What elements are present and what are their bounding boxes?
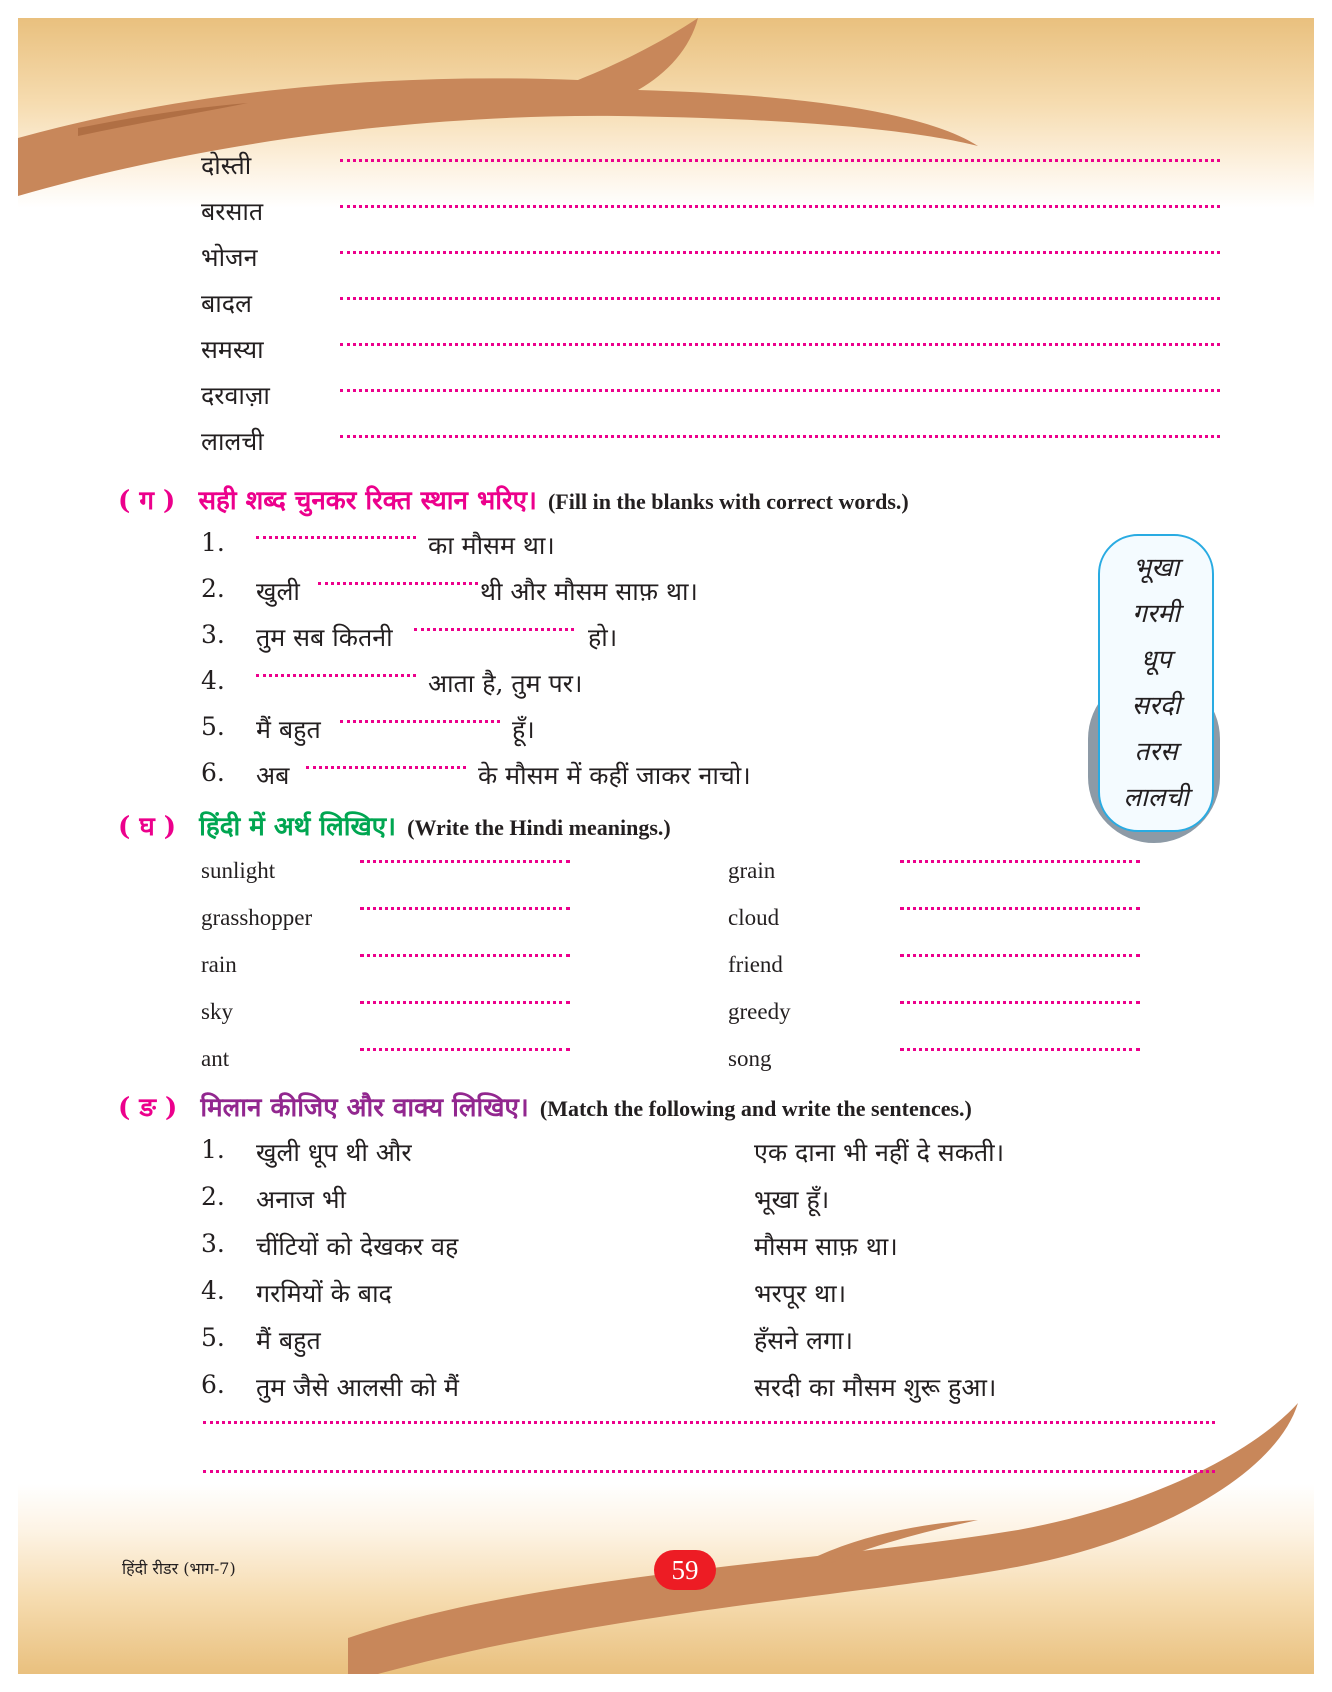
answer-line[interactable] bbox=[340, 389, 1220, 392]
section-title-en: (Fill in the blanks with correct words.) bbox=[547, 489, 909, 514]
answer-line[interactable] bbox=[340, 343, 1220, 346]
section-title-en: (Match the following and write the sentences.) bbox=[539, 1096, 972, 1121]
blank-line[interactable] bbox=[256, 674, 416, 677]
blank-line[interactable] bbox=[414, 628, 574, 631]
match-right-item: एक दाना भी नहीं दे सकती। bbox=[754, 1138, 1005, 1167]
match-right-item: सरदी का मौसम शुरू हुआ। bbox=[754, 1373, 997, 1402]
english-word: greedy bbox=[728, 999, 791, 1024]
answer-line[interactable] bbox=[340, 435, 1220, 438]
meaning-line[interactable] bbox=[360, 1048, 570, 1051]
book-title: हिंदी रीडर (भाग-7) bbox=[122, 1559, 236, 1578]
page-number: 59 bbox=[654, 1550, 716, 1590]
section-mark: ( ग ) bbox=[118, 486, 176, 516]
item-text: आता है, तुम पर। bbox=[428, 669, 583, 698]
section-title-en: (Write the Hindi meanings.) bbox=[407, 815, 671, 840]
section-nga-heading bbox=[118, 1088, 972, 1124]
word-box-item: धूप bbox=[1140, 645, 1172, 675]
word-item: बरसात bbox=[201, 197, 264, 226]
english-word: grain bbox=[728, 858, 776, 883]
section-ga-heading bbox=[118, 481, 909, 517]
blank-line[interactable] bbox=[318, 582, 478, 585]
match-left-item: चींटियों को देखकर वह bbox=[256, 1232, 459, 1261]
word-item: दोस्ती bbox=[201, 151, 252, 180]
item-number: 1. bbox=[201, 528, 225, 557]
section-mark: ( ङ ) bbox=[118, 1093, 178, 1123]
section-gha-heading bbox=[118, 807, 671, 843]
english-word: song bbox=[728, 1046, 772, 1071]
item-number: 3. bbox=[201, 1229, 225, 1258]
word-box-item: भूखा bbox=[1132, 553, 1180, 583]
item-text: हो। bbox=[588, 623, 618, 652]
item-number: 2. bbox=[201, 574, 225, 603]
word-box bbox=[1098, 534, 1214, 832]
match-right-item: मौसम साफ़ था। bbox=[754, 1232, 898, 1261]
page bbox=[18, 18, 1314, 1674]
meaning-line[interactable] bbox=[900, 1001, 1140, 1004]
item-number: 4. bbox=[201, 666, 225, 695]
meaning-line[interactable] bbox=[360, 907, 570, 910]
match-left-item: अनाज भी bbox=[256, 1185, 346, 1214]
item-text: थी और मौसम साफ़ था। bbox=[480, 577, 698, 606]
item-text: अब bbox=[256, 761, 290, 790]
english-word: sunlight bbox=[201, 858, 276, 883]
item-number: 5. bbox=[201, 712, 225, 741]
item-number: 2. bbox=[201, 1182, 225, 1211]
word-box-item: तरस bbox=[1134, 737, 1178, 767]
match-left-item: तुम जैसे आलसी को मैं bbox=[256, 1373, 459, 1402]
word-item: समस्या bbox=[201, 335, 264, 364]
answer-line[interactable] bbox=[340, 251, 1220, 254]
item-number: 1. bbox=[201, 1135, 225, 1164]
section-title: सही शब्द चुनकर रिक्त स्थान भरिए। bbox=[198, 486, 537, 516]
section-mark: ( घ ) bbox=[118, 812, 177, 842]
match-right-item: हँसने लगा। bbox=[754, 1326, 853, 1355]
answer-line[interactable] bbox=[340, 159, 1220, 162]
section-title: हिंदी में अर्थ लिखिए। bbox=[199, 812, 397, 842]
item-text: खुली bbox=[256, 577, 300, 606]
item-number: 5. bbox=[201, 1323, 225, 1352]
meaning-line[interactable] bbox=[900, 1048, 1140, 1051]
item-text: के मौसम में कहीं जाकर नाचो। bbox=[478, 761, 751, 790]
english-word: sky bbox=[201, 999, 233, 1024]
meaning-line[interactable] bbox=[900, 907, 1140, 910]
english-word: grasshopper bbox=[201, 905, 313, 930]
item-number: 6. bbox=[201, 1370, 225, 1399]
blank-line[interactable] bbox=[340, 720, 500, 723]
sentence-line[interactable] bbox=[203, 1421, 1215, 1424]
item-text: मैं बहुत bbox=[256, 715, 321, 744]
item-text: हूँ। bbox=[512, 715, 535, 744]
blank-line[interactable] bbox=[306, 766, 466, 769]
section-title: मिलान कीजिए और वाक्य लिखिए। bbox=[200, 1093, 529, 1123]
match-left-item: गरमियों के बाद bbox=[256, 1279, 392, 1308]
word-item: दरवाज़ा bbox=[201, 381, 270, 410]
item-number: 3. bbox=[201, 620, 225, 649]
match-left-item: खुली धूप थी और bbox=[256, 1138, 412, 1167]
word-box-item: लालची bbox=[1123, 783, 1189, 813]
english-word: cloud bbox=[728, 905, 780, 930]
item-number: 4. bbox=[201, 1276, 225, 1305]
item-text: तुम सब कितनी bbox=[256, 623, 393, 652]
answer-line[interactable] bbox=[340, 297, 1220, 300]
meaning-line[interactable] bbox=[360, 954, 570, 957]
word-box-item: सरदी bbox=[1131, 691, 1181, 721]
meaning-line[interactable] bbox=[360, 1001, 570, 1004]
word-item: बादल bbox=[201, 289, 252, 318]
english-word: rain bbox=[201, 952, 237, 977]
meaning-line[interactable] bbox=[900, 954, 1140, 957]
english-word: friend bbox=[728, 952, 783, 977]
word-item: भोजन bbox=[201, 243, 258, 272]
match-left-item: मैं बहुत bbox=[256, 1326, 321, 1355]
match-right-item: भूखा हूँ। bbox=[754, 1185, 830, 1214]
item-text: का मौसम था। bbox=[428, 531, 555, 560]
meaning-line[interactable] bbox=[360, 860, 570, 863]
meaning-line[interactable] bbox=[900, 860, 1140, 863]
word-box-item: गरमी bbox=[1132, 599, 1180, 629]
english-word: ant bbox=[201, 1046, 230, 1071]
blank-line[interactable] bbox=[256, 536, 416, 539]
word-item: लालची bbox=[201, 427, 264, 456]
item-number: 6. bbox=[201, 758, 225, 787]
sentence-line[interactable] bbox=[203, 1470, 1215, 1473]
match-right-item: भरपूर था। bbox=[754, 1279, 847, 1308]
answer-line[interactable] bbox=[340, 205, 1220, 208]
